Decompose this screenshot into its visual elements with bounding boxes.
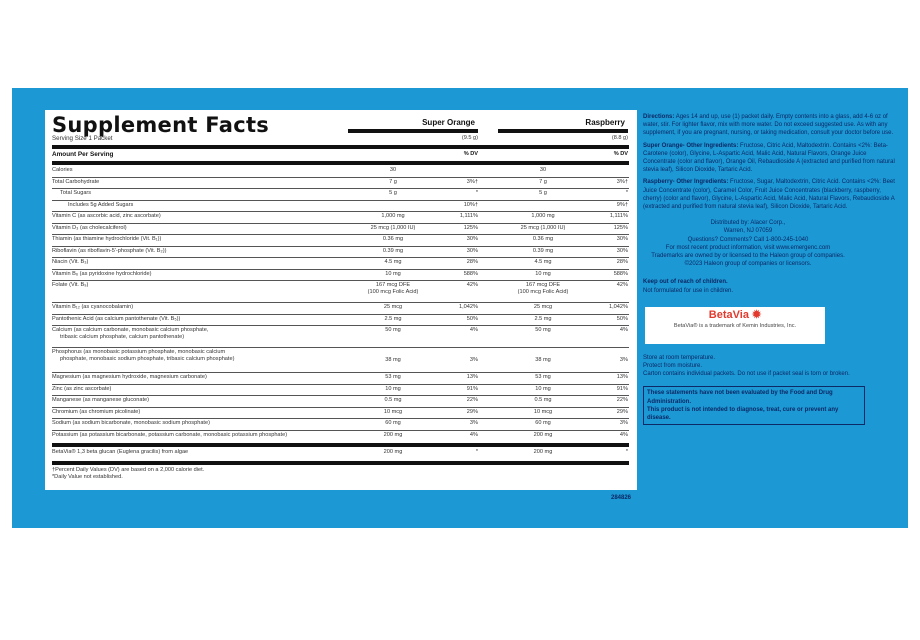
nutrient-d1: 42% bbox=[466, 282, 478, 288]
nutrient-name: Magnesium (as magnesium hydroxide, magnesium carbonate) bbox=[52, 374, 207, 380]
serving-weight-raspberry: (8.8 g) bbox=[611, 135, 628, 141]
label-text: Not formulated for use in children. bbox=[643, 287, 734, 294]
nutrient-name: Potassium (as potassium bicarbonate, potassium carbonate, monobasic potassium phosphate) bbox=[52, 431, 288, 438]
nutrient-row bbox=[52, 258, 629, 270]
nutrient-row bbox=[52, 270, 629, 282]
nutrient-row bbox=[52, 178, 629, 190]
footnote: *Daily Value not established. bbox=[52, 474, 123, 480]
nutrient-d2: 30% bbox=[616, 236, 628, 242]
nutrient-d2: 3% bbox=[619, 357, 628, 363]
label-text: ©2023 Haleon group of companies or licensors. bbox=[684, 261, 812, 268]
nutrient-d2: 4% bbox=[619, 431, 628, 438]
nutrient-a1: 60 mg bbox=[385, 420, 401, 426]
nutrient-a2: 30 bbox=[539, 167, 547, 173]
nutrient-row bbox=[52, 419, 629, 431]
nutrient-a1: 200 mg bbox=[383, 449, 403, 455]
label-text: Super Orange- Other Ingredients: bbox=[643, 142, 739, 149]
nutrient-d2: 29% bbox=[616, 408, 628, 415]
nutrient-d2: 22% bbox=[616, 397, 628, 403]
nutrient-name-cont: phosphate, monobasic sodium phosphate, tribasic calcium phosphate) bbox=[60, 356, 235, 362]
nutrient-a2: 1,000 mg bbox=[531, 213, 555, 219]
nutrient-a1: 0.36 mg bbox=[382, 236, 404, 242]
label-text: Distributed by: Alacer Corp., bbox=[710, 220, 786, 227]
raspberry-ingredients bbox=[643, 178, 900, 211]
distributor-info bbox=[643, 219, 853, 268]
nutrient-row bbox=[52, 201, 629, 213]
nutrient-a1: 2.5 mg bbox=[384, 315, 402, 322]
nutrient-a1: 53 mg bbox=[385, 374, 401, 380]
label-text: Protect from moisture. bbox=[643, 363, 703, 370]
nutrient-a1: 4.5 mg bbox=[384, 259, 402, 265]
child-warning bbox=[643, 278, 900, 294]
nutrient-row bbox=[52, 281, 629, 303]
nutrient-name: Calcium (as calcium carbonate, monobasic calcium phosphate, bbox=[52, 327, 209, 333]
nutrient-d2: 30% bbox=[616, 247, 628, 254]
thick-divider bbox=[52, 145, 629, 149]
nutrient-d2: 4% bbox=[619, 327, 628, 333]
label-text: Fructose, Citric Acid, Maltodextrin. Contains <2%: Beta-Carotene (color), Glycine, L-Aspartic Acid, Malic Acid, Natural Flavors, Orange Juice Concentrate (color and flavor), Orange Oil, Rebaudioside A (extracted and purified from natural stevia leaf), Silicon Dioxide, Tartaric Acid. bbox=[643, 142, 895, 174]
nutrient-a2: 7 g bbox=[539, 178, 547, 185]
label-info-column bbox=[643, 113, 900, 425]
dv-header-orange: % DV bbox=[463, 151, 478, 157]
label-text: Carton contains individual packets. Do not use if packet seal is torn or broken. bbox=[643, 371, 850, 378]
serving-size: Serving Size 1 Packet bbox=[52, 135, 113, 142]
serving-weight-orange: (9.5 g) bbox=[461, 135, 478, 141]
nutrient-a2: 5 g bbox=[539, 190, 547, 196]
nutrient-name: Calories bbox=[52, 167, 73, 173]
nutrient-d1: * bbox=[475, 190, 478, 196]
nutrient-a2: 2.5 mg bbox=[534, 315, 552, 322]
nutrient-d1: 4% bbox=[469, 431, 478, 438]
nutrient-row bbox=[52, 212, 629, 224]
nutrient-a1: 1,000 mg bbox=[381, 213, 405, 219]
nutrient-a2: 25 mcg (1,000 IU) bbox=[520, 224, 566, 231]
nutrient-d1: 30% bbox=[466, 236, 478, 242]
nutrient-row bbox=[52, 235, 629, 247]
nutrient-a2: 10 mcg bbox=[533, 408, 553, 415]
nutrient-d1: * bbox=[475, 449, 478, 455]
nutrient-a1: 200 mg bbox=[383, 431, 403, 438]
nutrient-d1: 1,111% bbox=[459, 213, 478, 219]
product-code: 284826 bbox=[611, 495, 632, 501]
nutrient-a2: 167 mcg DFE bbox=[525, 282, 561, 288]
nutrient-a1: 25 mcg bbox=[383, 304, 403, 310]
nutrient-d1: 30% bbox=[466, 247, 478, 254]
nutrient-table bbox=[52, 134, 629, 466]
amount-per-serving-row bbox=[52, 150, 629, 160]
nutrient-row bbox=[52, 303, 629, 315]
nutrient-a1: 50 mg bbox=[385, 327, 401, 333]
nutrient-a2: 10 mg bbox=[535, 385, 551, 392]
nutrient-name: Total Carbohydrate bbox=[52, 178, 100, 185]
label-text: Ages 14 and up, use (1) packet daily. Empty contents into a glass, add 4-6 oz of water, stir. For lighter flavor, mix with more water. Do not exceed suggested use. As with any supplement, if you are pregnant, nursing, or taking medication, consult your doctor before use. bbox=[643, 114, 894, 137]
nutrient-row bbox=[52, 385, 629, 397]
nutrient-a1: 0.39 mg bbox=[382, 247, 404, 254]
nutrient-d2: 91% bbox=[616, 385, 628, 392]
nutrient-a1: 10 mg bbox=[385, 385, 401, 392]
nutrient-d2: 3% bbox=[619, 420, 628, 426]
nutrient-d2: 1,111% bbox=[609, 213, 628, 219]
nutrient-name: Thiamin (as thiamine hydrochloride (Vit. B₁)) bbox=[52, 236, 162, 242]
nutrient-name: Vitamin B₁₂ (as cyanocobalamin) bbox=[52, 304, 134, 310]
label-text: Fructose, Sugar, Maltodextrin, Citric Acid. Contains <2%: Beet Juice Concentrate (color), Caramel Color, Fruit Juice Concentrates (blackberry, raspberry, cherry) (color and flavor), Glycine, L-Aspartic Acid, Malic Acid, Natural Flavors, Rebaudioside A (extracted and purified from natural stevia leaf), Silicon Dioxide, Tartaric Acid. bbox=[643, 179, 895, 211]
nutrient-name: Pantothenic Acid (as calcium pantothenate (Vit. B₅)) bbox=[52, 315, 181, 322]
nutrient-row bbox=[52, 348, 629, 373]
nutrient-d1: 91% bbox=[466, 385, 478, 392]
label-text: Keep out of reach of children. bbox=[643, 279, 728, 286]
nutrient-row bbox=[52, 189, 629, 201]
nutrient-d2: 42% bbox=[616, 282, 628, 288]
flavor-header-raspberry: Raspberry bbox=[585, 118, 625, 127]
label-text: BetaVia bbox=[708, 308, 749, 321]
thick-divider bbox=[52, 461, 629, 465]
nutrient-d2: * bbox=[625, 190, 628, 196]
nutrient-a2: 4.5 mg bbox=[534, 259, 552, 265]
nutrient-name: Sodium (as sodium bicarbonate, monobasic sodium phosphate) bbox=[52, 420, 210, 426]
nutrient-a2: 0.39 mg bbox=[532, 247, 554, 254]
nutrient-d1: 13% bbox=[466, 374, 478, 380]
nutrient-row bbox=[52, 315, 629, 327]
nutrient-d1: 3% bbox=[469, 357, 478, 363]
betavia-row bbox=[52, 448, 629, 460]
nutrient-name: Vitamin B₆ (as pyridoxine hydrochloride) bbox=[52, 270, 152, 277]
fda-disclaimer bbox=[643, 386, 865, 425]
nutrient-name: Folate (Vit. B₉) bbox=[52, 282, 89, 288]
nutrient-a2-note: (100 mcg Folic Acid) bbox=[517, 289, 569, 295]
nutrient-name: Vitamin D₃ (as cholecalciferol) bbox=[52, 224, 127, 231]
nutrient-a2: 200 mg bbox=[533, 449, 553, 455]
nutrient-name: Chromium (as chromium picolinate) bbox=[52, 408, 141, 415]
label-text: Raspberry- Other Ingredients: bbox=[643, 179, 729, 186]
nutrient-d1: 22% bbox=[466, 397, 478, 403]
nutrient-row bbox=[52, 166, 629, 178]
nutrient-name: Manganese (as manganese gluconate) bbox=[52, 397, 150, 403]
nutrient-d2: 3%† bbox=[616, 178, 628, 185]
nutrient-name: BetaVia® 1,3 beta glucan (Euglena gracilis) from algae bbox=[52, 449, 189, 455]
nutrient-a2: 60 mg bbox=[535, 420, 551, 426]
nutrient-d1: 29% bbox=[466, 408, 478, 415]
nutrient-a1: 10 mg bbox=[385, 270, 401, 277]
supplement-facts-title: Supplement Facts bbox=[52, 113, 270, 137]
betavia-logo bbox=[645, 308, 825, 321]
nutrient-row bbox=[52, 396, 629, 408]
flavor-header-orange: Super Orange bbox=[422, 118, 475, 127]
nutrient-a2: 200 mg bbox=[533, 431, 553, 438]
label-text: BetaVia® is a trademark of Kemin Industries, Inc. bbox=[673, 323, 797, 330]
label-text: This product is not intended to diagnose, treat, cure or prevent any disease. bbox=[647, 406, 839, 422]
nutrient-row bbox=[52, 326, 629, 348]
nutrient-name: Zinc (as zinc ascorbate) bbox=[52, 385, 112, 392]
nutrient-a1: 5 g bbox=[389, 190, 397, 196]
nutrient-a1: 30 bbox=[389, 167, 397, 173]
nutrient-a1: 167 mcg DFE bbox=[375, 282, 411, 288]
thick-divider bbox=[52, 161, 629, 165]
nutrient-name: Vitamin C (as ascorbic acid, zinc ascorbate) bbox=[52, 213, 161, 219]
dv-header-raspberry: % DV bbox=[613, 151, 628, 157]
nutrient-a1: 10 mcg bbox=[383, 408, 403, 415]
nutrient-a2: 53 mg bbox=[535, 374, 551, 380]
nutrient-a1: 0.5 mg bbox=[384, 397, 402, 403]
label-text: Directions: bbox=[643, 114, 675, 120]
nutrient-name: Niacin (Vit. B₃) bbox=[52, 259, 89, 265]
nutrient-d1: 3% bbox=[469, 420, 478, 426]
nutrient-d2: * bbox=[625, 449, 628, 455]
nutrient-d1: 4% bbox=[469, 327, 478, 333]
label-text: For most recent product information, visit www.emergenc.com bbox=[665, 244, 831, 251]
nutrient-d1: 50% bbox=[466, 315, 478, 322]
nutrient-a2: 25 mcg bbox=[533, 304, 553, 310]
nutrient-a2: 50 mg bbox=[535, 327, 551, 333]
nutrient-d2: 50% bbox=[616, 315, 628, 322]
nutrient-d2: 28% bbox=[616, 259, 628, 265]
thick-divider bbox=[52, 443, 629, 447]
directions bbox=[643, 113, 900, 138]
nutrient-name: Total Sugars bbox=[60, 190, 92, 196]
nutrient-a2: 0.5 mg bbox=[534, 397, 552, 403]
footnote: †Percent Daily Values (DV) are based on a 2,000 calorie diet. bbox=[52, 467, 205, 473]
nutrient-d1: 3%† bbox=[466, 178, 478, 185]
nutrient-name: Includes 5g Added Sugars bbox=[68, 201, 134, 208]
nutrient-row bbox=[52, 373, 629, 385]
nutrient-d1: 588% bbox=[463, 270, 478, 277]
nutrient-d2: 13% bbox=[616, 374, 628, 380]
nutrient-a2: 0.36 mg bbox=[532, 236, 554, 242]
serving-size-row bbox=[52, 134, 629, 144]
nutrient-name: Phosphorus (as monobasic potassium phosphate, monobasic calcium bbox=[52, 349, 226, 355]
nutrient-a1-note: (100 mcg Folic Acid) bbox=[367, 289, 419, 295]
nutrient-d1: 28% bbox=[466, 259, 478, 265]
nutrient-d2: 125% bbox=[613, 224, 628, 231]
nutrient-a2: 10 mg bbox=[535, 270, 551, 277]
nutrient-d2: 588% bbox=[613, 270, 628, 277]
label-text: These statements have not been evaluated by the Food and Drug Administration. bbox=[647, 390, 833, 405]
nutrient-a1: 38 mg bbox=[385, 357, 401, 363]
storage-info bbox=[643, 354, 900, 379]
nutrient-name-cont: tribasic calcium phosphate, calcium pantothenate) bbox=[60, 334, 185, 340]
label-text: Warren, NJ 07059 bbox=[723, 228, 773, 235]
label-text: Store at room temperature. bbox=[643, 354, 716, 361]
nutrient-row bbox=[52, 224, 629, 236]
supplement-facts-panel bbox=[45, 110, 637, 490]
nutrient-row bbox=[52, 408, 629, 420]
nutrient-d1: 1,042% bbox=[459, 304, 478, 310]
betavia-badge bbox=[645, 307, 825, 344]
footnotes bbox=[52, 467, 204, 481]
amount-per-serving: Amount Per Serving bbox=[52, 151, 114, 158]
orange-ingredients bbox=[643, 142, 900, 175]
nutrient-a2: 38 mg bbox=[535, 357, 551, 363]
betavia-flower-icon: ✹ bbox=[752, 308, 762, 321]
label-text: Trademarks are owned by or licensed to the Haleon group of companies. bbox=[651, 253, 845, 260]
label-text: Questions? Comments? Call 1-800-245-1040 bbox=[687, 236, 809, 243]
nutrient-d1: 10%† bbox=[463, 201, 478, 208]
nutrient-name: Riboflavin (as riboflavin-5'-phosphate (Vit. B₂)) bbox=[52, 247, 167, 254]
nutrient-row bbox=[52, 431, 629, 443]
nutrient-a1: 7 g bbox=[389, 178, 397, 185]
nutrient-row bbox=[52, 247, 629, 259]
nutrient-a1: 25 mcg (1,000 IU) bbox=[370, 224, 416, 231]
nutrient-d1: 125% bbox=[463, 224, 478, 231]
nutrient-d2: 1,042% bbox=[609, 304, 628, 310]
nutrient-d2: 9%† bbox=[616, 201, 628, 208]
